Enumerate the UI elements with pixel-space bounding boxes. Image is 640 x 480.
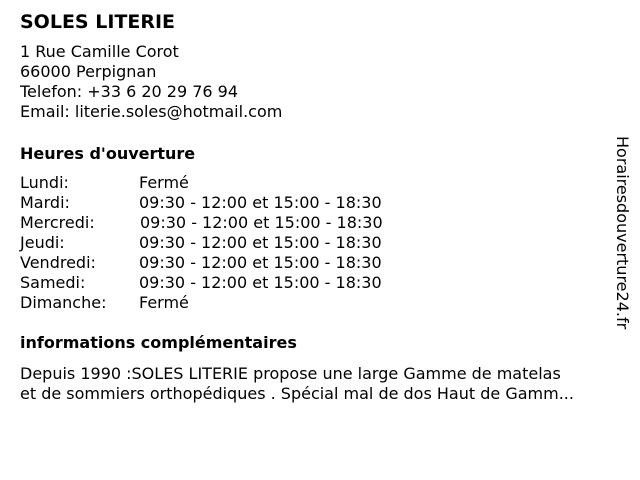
day-hours: 09:30 - 12:00 et 15:00 - 18:30 bbox=[139, 273, 382, 292]
hours-row-mercredi bbox=[20, 213, 620, 233]
email-address: Email: literie.soles@hotmail.com bbox=[20, 102, 283, 121]
day-hours: 09:30 - 12:00 et 15:00 - 18:30 bbox=[139, 233, 382, 252]
day-hours: 09:30 - 12:00 et 15:00 - 18:30 bbox=[139, 193, 382, 212]
hours-row-mardi bbox=[20, 193, 620, 213]
info-line: et de sommiers orthopédiques . Spécial mal de dos Haut de Gamm... bbox=[20, 384, 574, 403]
day-label: Vendredi: bbox=[20, 253, 96, 272]
day-hours: Fermé bbox=[139, 173, 189, 192]
phone-number: Telefon: +33 6 20 29 76 94 bbox=[20, 82, 239, 101]
day-hours: 09:30 - 12:00 et 15:00 - 18:30 bbox=[140, 213, 383, 232]
day-label: Samedi: bbox=[20, 273, 86, 292]
info-heading: informations complémentaires bbox=[20, 333, 297, 352]
info-description bbox=[20, 364, 624, 404]
hours-row-samedi bbox=[20, 273, 620, 293]
business-name: SOLES LITERIE bbox=[20, 11, 176, 33]
day-label: Lundi: bbox=[20, 173, 69, 192]
business-card bbox=[20, 10, 620, 404]
address-block bbox=[20, 42, 620, 122]
day-label: Jeudi: bbox=[20, 233, 65, 252]
info-line: Depuis 1990 :SOLES LITERIE propose une large Gamme de matelas bbox=[20, 364, 561, 383]
postal-city: 66000 Perpignan bbox=[20, 62, 157, 81]
hours-row-vendredi bbox=[20, 253, 620, 273]
hours-table bbox=[20, 173, 620, 313]
street-address: 1 Rue Camille Corot bbox=[20, 42, 179, 61]
hours-heading: Heures d'ouverture bbox=[20, 144, 196, 163]
day-hours: Fermé bbox=[139, 293, 189, 312]
day-label: Dimanche: bbox=[20, 293, 107, 312]
site-watermark: Horairesdouverture24.fr bbox=[613, 136, 632, 330]
day-label: Mardi: bbox=[20, 193, 70, 212]
day-label: Mercredi: bbox=[20, 213, 95, 232]
hours-row-dimanche bbox=[20, 293, 620, 313]
hours-row-lundi bbox=[20, 173, 620, 193]
day-hours: 09:30 - 12:00 et 15:00 - 18:30 bbox=[139, 253, 382, 272]
hours-row-jeudi bbox=[20, 233, 620, 253]
